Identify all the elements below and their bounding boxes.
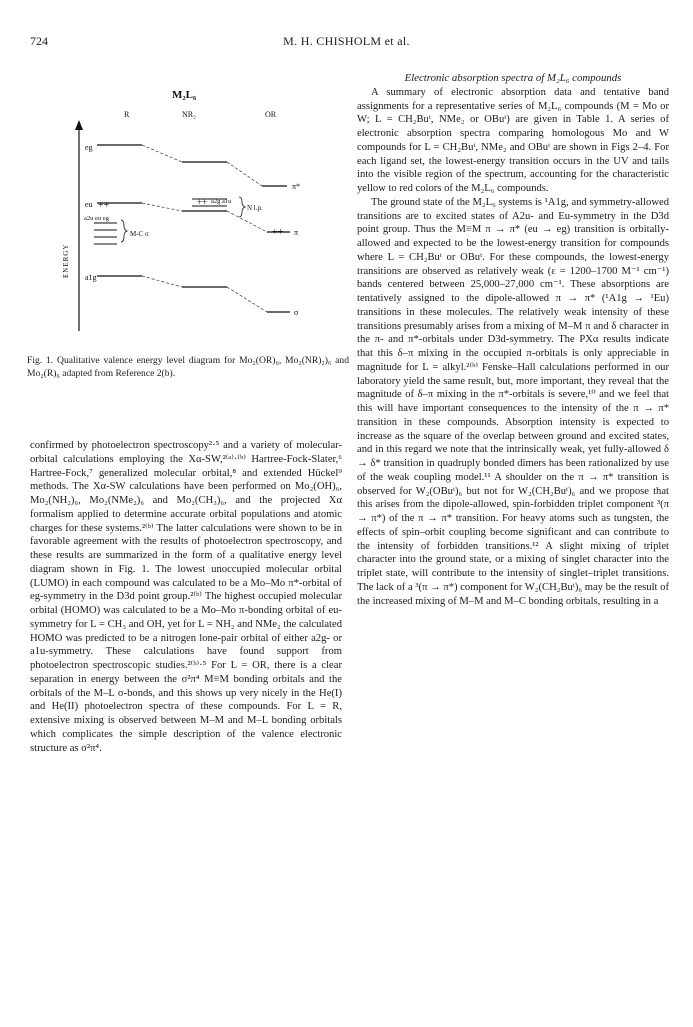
corr-a1g-r-nr2	[142, 276, 182, 287]
energy-axis-arrow	[75, 120, 83, 130]
figure-caption: Fig. 1. Qualitative valence energy level diagram for Mo₂(OR)₆, Mo₂(NR)₂)₆ and Mo₂(R)₆ adapted from Reference 2(b).	[27, 355, 349, 379]
corr-eg-r-nr2	[142, 145, 182, 162]
corr-eg-nr2-or	[227, 162, 262, 186]
diagram-title: M₂L₆	[172, 89, 197, 101]
label-sigma: σ	[294, 308, 299, 317]
label-pi-star: π*	[292, 182, 301, 191]
page-number: 724	[30, 34, 48, 48]
energy-level-diagram	[22, 86, 352, 346]
column-label-r: R	[124, 110, 130, 119]
label-a1g: a1g	[85, 273, 97, 282]
running-head: M. H. CHISHOLM et al.	[283, 34, 410, 48]
corr-eu-nr2-or	[227, 211, 267, 232]
label-a2g-a1u: a2g a1u	[211, 198, 232, 205]
right-paragraph-2: The ground state of the M₂L₆ systems is ¹A1g, and symmetry-allowed transitions are to excited states of A2u- and Eu-symmetry in the D3d point group. Thus the M≡M π → π* (eu → eg) transition is orbitally-allowed and expected to be the lowest-energy transition for compounds where L = CH₂Buᵗ or OBuᵗ. For these compounds, the lowest-energy transitions are observed as relatively weak (ε = 1200–1700 M⁻¹ cm⁻¹) bands centered between 25,000–27,000 cm⁻¹. These absorptions are tentatively assigned to the dipole-allowed π → π* (¹A1g → ¹Eu) transitions in these molecules. The relatively weak intensity of these transitions presumably arises from a mixing of M–M π and δ character in the π- and π*-orbitals under D3d-symmetry. The PXα results indicate that this δ–π mixing in the occupied π-orbitals is only appreciable in magnitude for L = alkyl.²⁽ᵇ⁾ Fenske–Hall calculations performed in our laboratory yield the same result, but, more important, they reveal that the magnitude of δ–π mixing in the π*-orbitals is severe,¹⁰ and we feel that this will have important consequences to the intensity of the π → π* transition in these compounds. Absorption intensity is expected to increase as the square of the overlap between ground and excited states, and in this regard we note that the intrinsically weak, yet fully-allowed δ → δ* transition in quadruply bonded dimers has been rationalized by use of the weak coupling model.¹¹ A shoulder on the π → π* transition is observed for W₂(OBuᵗ)₆ but not for W₂(CH₂Buᵗ)₆ and we propose that this arises from the dipole-allowed, spin-forbidden triplet component ³(π → π*) of the π → π* transition. For heavy atoms such as tungsten, the effects of spin–orbit coupling become significant and can contribute to the intensity of forbidden transitions.¹² A slight mixing of triplet character into the ground state, or a mixing of singlet character into the triplet state, will contribute to the intensity of singlet–triplet transitions. The lack of a ³(π → π*) component for W₂(CH₂Buᵗ)₆ may be the result of the increased mixing of M–M and M–C bonding orbitals, resulting in a	[357, 196, 669, 607]
electron-pairs-nlp: ++	[197, 197, 208, 207]
column-label-nr2: NR₂	[182, 110, 196, 119]
brace-nlp	[239, 197, 245, 217]
energy-axis-label: ENERGY	[62, 243, 70, 278]
electron-pair-pi-or: ++	[272, 227, 284, 238]
label-nlp: N l.p.	[247, 204, 263, 212]
label-a2u-eu-eg: a2u eu eg	[84, 215, 109, 222]
left-column	[30, 439, 342, 755]
brace-mc	[121, 220, 127, 242]
label-mc-sigma: M-C σ	[130, 230, 149, 238]
corr-eu-r-nr2	[142, 203, 182, 211]
page-header	[30, 34, 663, 54]
section-title: Electronic absorption spectra of M₂L₆ compounds	[404, 72, 622, 84]
label-pi: π	[294, 228, 299, 237]
column-label-or: OR	[265, 110, 277, 119]
figure-1	[22, 86, 352, 386]
corr-a1g-nr2-or	[227, 287, 267, 312]
left-paragraph: confirmed by photoelectron spectroscopy²·⁵ and a variety of molecular-orbital calculations employing the Xα-SW,²⁽ᵃ⁾·⁽ᵇ⁾ Hartree-Fock-Slater,⁶ Hartree-Fock,⁷ generalized molecular orbital,⁸ and extended Hückel⁹ methods. The Xα-SW calculations have been performed on Mo₂(OH)₆, Mo₂(NH₂)₆, Mo₂(NMe₂)₆ and Mo₂(CH₃)₆, and the projected Xα formalism applied to determine accurate orbital populations and atomic charges for these systems.²⁽ᵇ⁾ The latter calculations were shown to be in favorable agreement with the results of photoelectron spectroscopy, and these results are summarized in the form of a qualitative energy level diagram shown in Fig. 1. The lowest unoccupied molecular orbital (LUMO) in each compound was calculated to be a Mo–Mo π*-orbital of eg-symmetry in the D3d point group.²⁽ᵇ⁾ The highest occupied molecular orbital (HOMO) was calculated to be a Mo–Mo π-bonding orbital of eu-symmetry for L = CH₃ and OH, yet for L = NH₂ and NMe₂ the calculated HOMO was predicted to be a nitrogen lone-pair orbital of either a2g- or a1u-symmetry. These calculations have found support from photoelectron spectroscopic studies.²⁽ᵇ⁾·⁵ For L = OR, there is a clear separation in energy between the σ²π⁴ M≡M bonding orbitals and the orbitals of the M–L σ-bonds, and this shows up very nicely in the He(I) and He(II) photoelectron spectra of these compounds. For L = R, extensive mixing is observed between M–M and M–L bonding orbitals which complicates the simple description of the valence electronic structure as σ²π⁴.	[30, 440, 342, 754]
right-paragraph-1: A summary of electronic absorption data and tentative band assignments for a representative series of M₂L₆ compounds (M = Mo or W; L = CH₂Buᵗ, NMe₂ or OBuᵗ) are given in Table 1. A series of electronic absorption spectra comparing homologous Mo and W compounds for L = CH₂Buᵗ, NMe₂ and OBuᵗ are shown in Figs 2–4. For each ligand set, the lowest-energy transition occurs in the UV and tails into the visible region of the spectrum, accounting for the characteristic yellow to red colors of the M₂L₆ compounds.	[357, 86, 669, 194]
label-eu: eu	[85, 200, 93, 209]
right-column	[357, 72, 669, 608]
label-eg-top: eg	[85, 143, 93, 152]
electron-pair-eu-r: ++	[98, 200, 110, 211]
